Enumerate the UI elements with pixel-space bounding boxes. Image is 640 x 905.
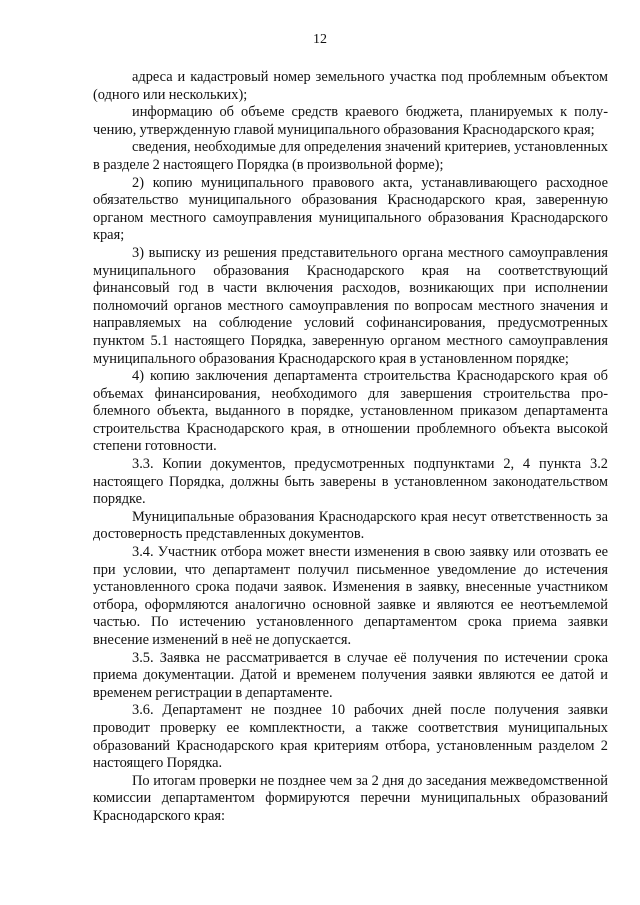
paragraph-3-5: 3.5. Заявка не рассматривается в случае её получения по истечении срока приема документации. Датой и временем получения заявки являются ее датой и временем регистрации в департаменте. bbox=[93, 649, 608, 701]
document-body bbox=[93, 69, 608, 826]
page-number: 12 bbox=[313, 32, 327, 47]
paragraph-address-cadastral: адреса и кадастровый номер земельного участка под проблемным объектом (одного или нескольких); bbox=[93, 69, 608, 103]
paragraph-criteria-info: сведения, необходимые для определения значений критериев, установленных в разделе 2 настоящего Порядка (в произвольной форме); bbox=[93, 139, 608, 173]
paragraph-budget-info: информацию об объеме средств краевого бюджета, планируемых к получению, утвержденную главой муниципального образования Краснодарского края; bbox=[93, 104, 608, 138]
paragraph-responsibility: Муниципальные образования Краснодарского края несут ответственность за достоверность представленных документов. bbox=[93, 508, 608, 543]
paragraph-check-results: По итогам проверки не позднее чем за 2 дня до заседания межведомственной комиссии департаментом формируются перечни муниципальных образований Краснодарского края: bbox=[93, 772, 608, 824]
paragraph-item-3: 3) выписку из решения представительного органа местного самоуправления муниципального образования Краснодарского края на соответствующий финансовый год в части включения расходов, возникающих при исполнении полномочий органов местного самоуправления по вопросам местного значения и направляемых на соблюдение условий софинансирования, предусмотренных пунктом 5.1 настоящего Порядка, заверенную органом местного самоуправления муниципального образования Краснодарского края в установленном порядке; bbox=[93, 244, 608, 367]
paragraph-item-4: 4) копию заключения департамента строительства Краснодарского края об объемах финансирования, необходимого для завершения строительства проблемного объекта, выданного в порядке, установленном приказом департамента строительства Краснодарского края, в отношении проблемного объекта высокой степени готовности. bbox=[93, 368, 608, 455]
paragraph-item-2: 2) копию муниципального правового акта, устанавливающего расходное обязательство муниципального образования Краснодарского края, заверенную органом местного самоуправления муниципального образования Краснодарского края; bbox=[93, 174, 608, 244]
paragraph-3-4: 3.4. Участник отбора может внести изменения в свою заявку или отозвать ее при условии, что департамент получил письменное уведомление до истечения установленного срока подачи заявок. Изменения в заявку, внесенные участником отбора, оформляются аналогично основной заявке и являются ее неотъемлемой частью. По истечению установленного департаментом срока приема заявки внесение изменений в неё не допускается. bbox=[93, 544, 608, 648]
paragraph-3-6: 3.6. Департамент не позднее 10 рабочих дней после получения заявки проводит проверку ее комплектности, а также соответствия муниципальных образований Краснодарского края критериям отбора, установленным разделом 2 настоящего Порядка. bbox=[93, 702, 608, 772]
paragraph-3-3: 3.3. Копии документов, предусмотренных подпунктами 2, 4 пункта 3.2 настоящего Порядка, должны быть заверены в установленном законодательством порядке. bbox=[93, 456, 608, 508]
